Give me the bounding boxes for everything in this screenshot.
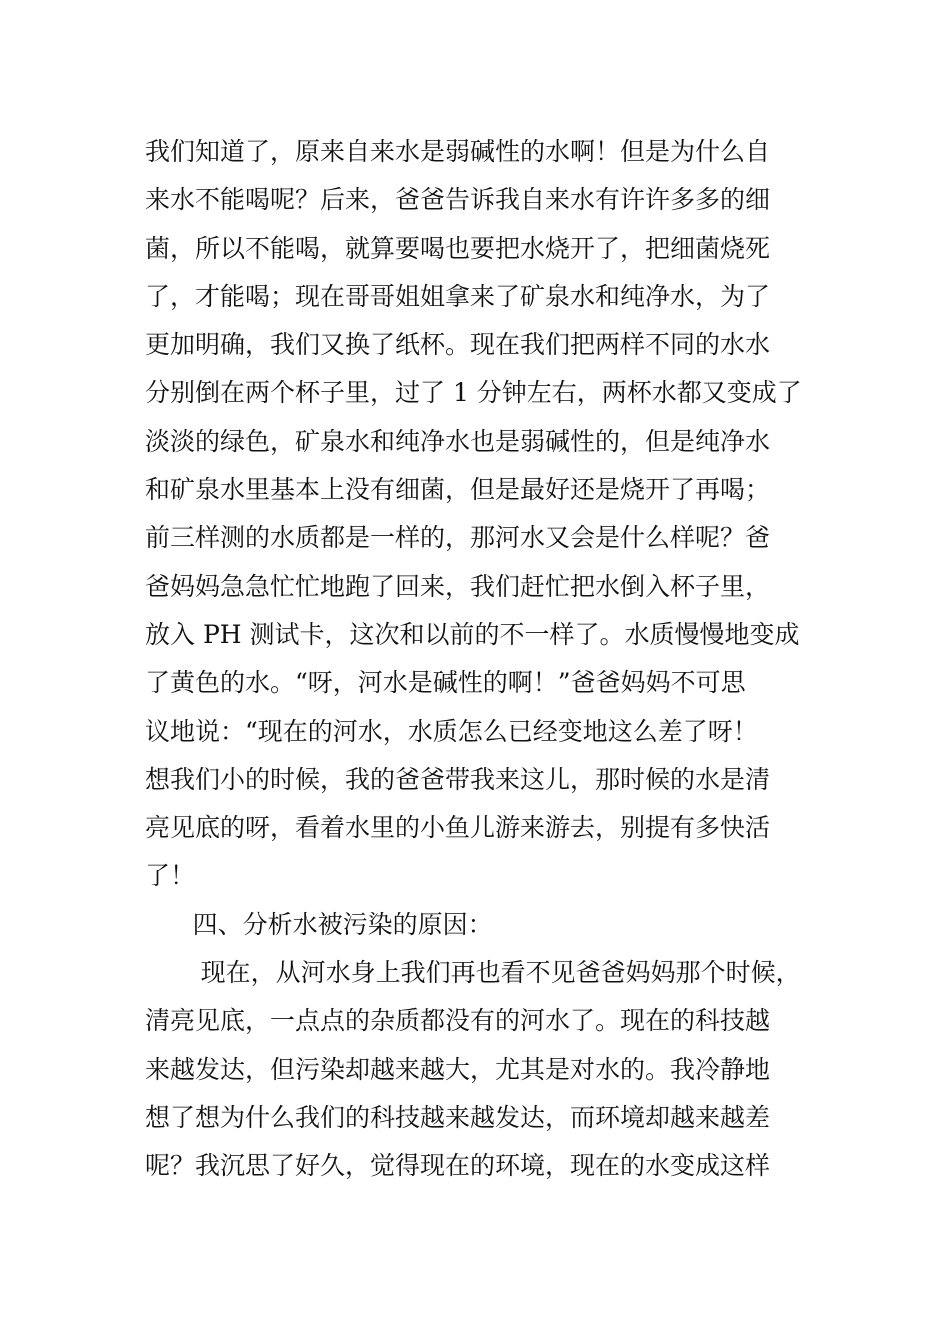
text-line: 更加明确，我们又换了纸杯。现在我们把两样不同的水水 <box>145 330 771 360</box>
text-line: 呢？我沉思了好久，觉得现在的环境，现在的水变成这样 <box>145 1151 771 1181</box>
text-line: 了黄色的水。“呀，河水是碱性的啊！”爸爸妈妈不可思 <box>145 668 746 698</box>
text-line: 了，才能喝；现在哥哥姐姐拿来了矿泉水和纯净水，为了 <box>145 281 771 311</box>
text-line: 现在，从河水身上我们再也看不见爸爸妈妈那个时候， <box>145 958 801 988</box>
text-line: 淡淡的绿色，矿泉水和纯净水也是弱碱性的，但是纯净水 <box>145 426 771 456</box>
text-line: 放入 PH 测试卡，这次和以前的不一样了。水质慢慢地变成 <box>145 619 800 649</box>
text-line: 清亮见底，一点点的杂质都没有的河水了。现在的科技越 <box>145 1006 771 1036</box>
body-text <box>145 128 825 1191</box>
text-line: 我们知道了，原来自来水是弱碱性的水啊！但是为什么自 <box>145 137 771 166</box>
text-line: 前三样测的水质都是一样的，那河水又会是什么样呢？爸 <box>145 523 771 553</box>
text-line: 议地说：“现在的河水，水质怎么已经变地这么差了呀！ <box>145 716 758 746</box>
text-line: 亮见底的呀，看着水里的小鱼儿游来游去，别提有多快活 <box>145 813 771 843</box>
text-line: 想我们小的时候，我的爸爸带我来这儿，那时候的水是清 <box>145 764 771 794</box>
text-line: 爸妈妈急急忙忙地跑了回来，我们赶忙把水倒入杯子里， <box>145 571 771 601</box>
text-line: 分别倒在两个杯子里，过了 1 分钟左右，两杯水都又变成了 <box>145 378 802 408</box>
text-line: 来越发达，但污染却越来越大，尤其是对水的。我冷静地 <box>145 1054 771 1084</box>
section-heading: 四、分析水被污染的原因： <box>145 909 493 939</box>
text-line: 了！ <box>145 861 196 891</box>
text-line: 来水不能喝呢？后来，爸爸告诉我自来水有许许多多的细 <box>145 185 771 215</box>
text-line: 和矿泉水里基本上没有细菌，但是最好还是烧开了再喝； <box>145 475 771 505</box>
text-line: 想了想为什么我们的科技越来越发达，而环境却越来越差 <box>145 1102 771 1132</box>
text-line: 菌，所以不能喝，就算要喝也要把水烧开了，把细菌烧死 <box>145 233 771 263</box>
